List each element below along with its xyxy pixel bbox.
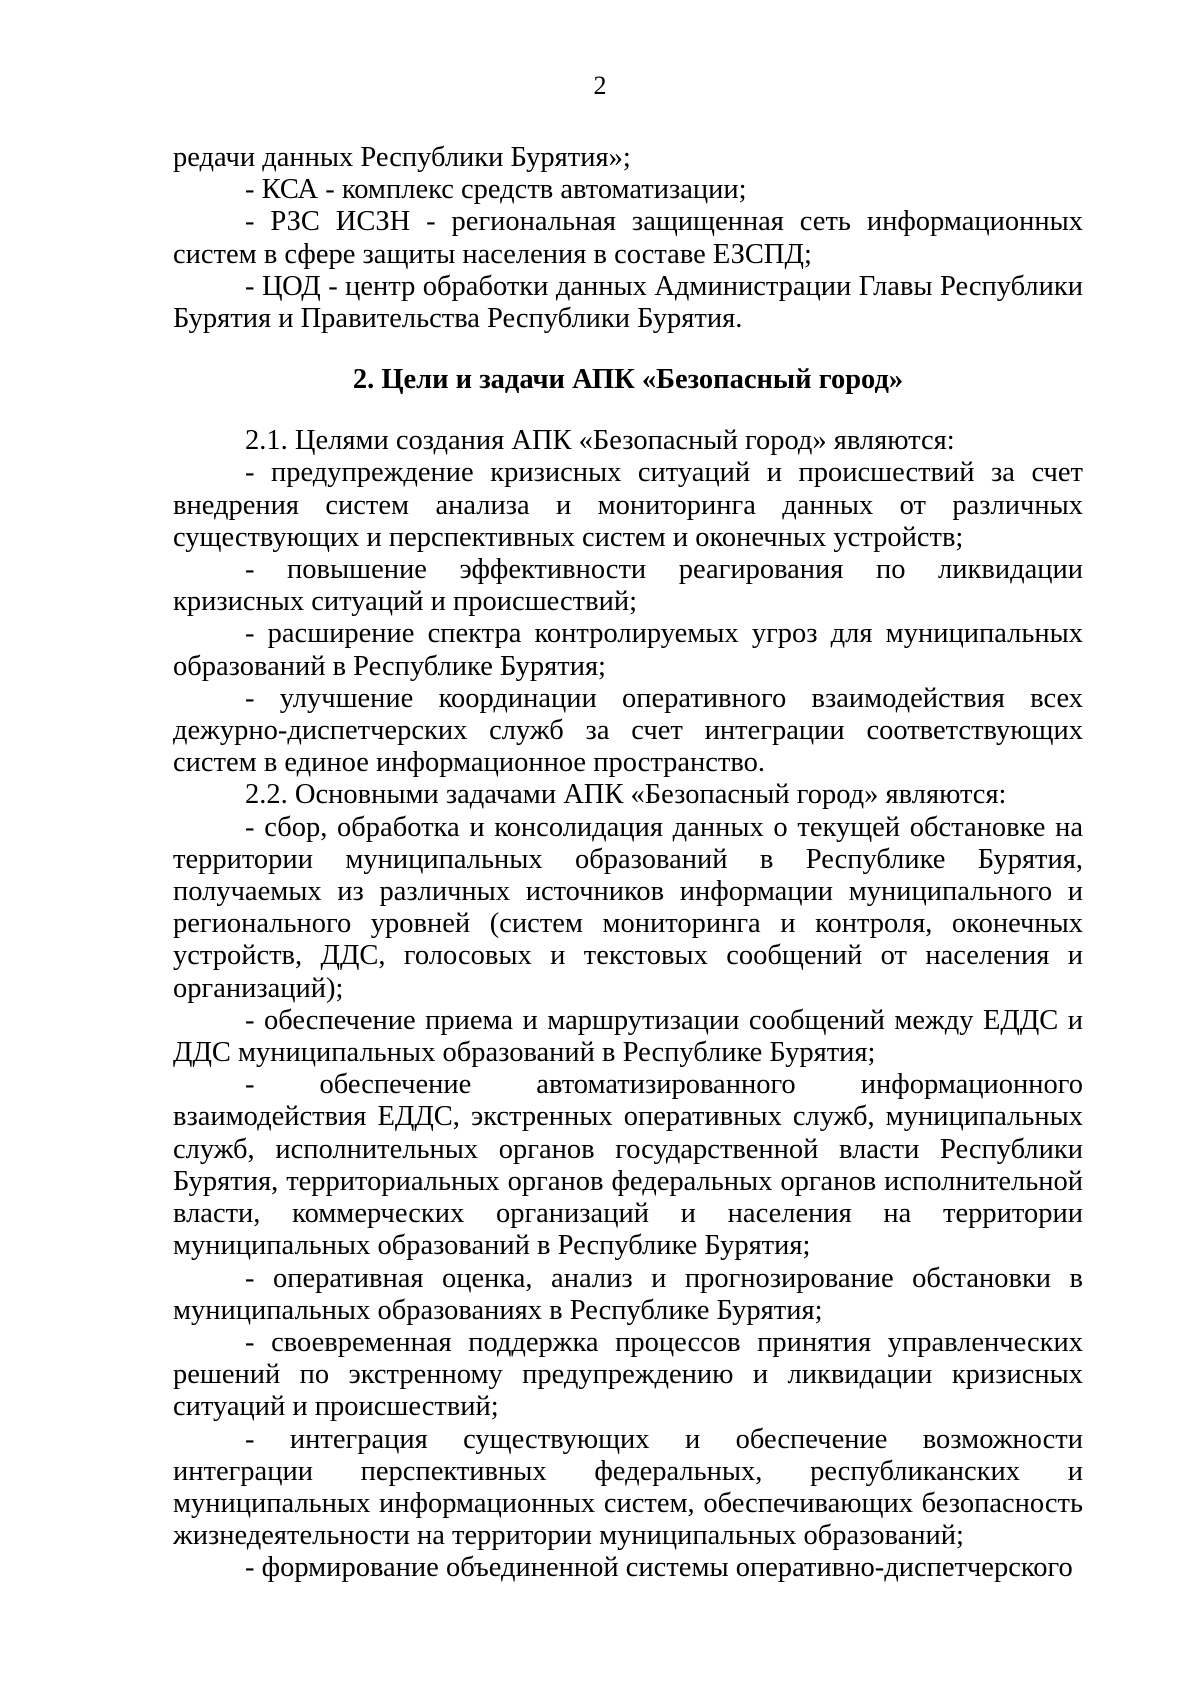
task-item: - обеспечение приема и маршрутизации сообщений между ЕДДС и ДДС муниципальных образований в Республике Бурятия; bbox=[173, 1004, 1083, 1069]
task-item: - интеграция существующих и обеспечение возможности интеграции перспективных федеральных, республиканских и муниципальных информационных систем, обеспечивающих безопасность жизнедеятельности на территории муниципальных образований; bbox=[173, 1423, 1083, 1552]
section-heading: 2. Цели и задачи АПК «Безопасный город» bbox=[352, 364, 904, 396]
definition-ksa: - КСА - комплекс средств автоматизации; bbox=[245, 174, 747, 206]
goal-item: - повышение эффективности реагирования по ликвидации кризисных ситуаций и происшествий; bbox=[173, 554, 1083, 618]
task-item: - сбор, обработка и консолидация данных о текущей обстановке на территории муниципальных образований в Республике Бурятия, получаемых из различных источников информации муниципального и регионального уровней (систем мониторинга и контроля, оконечных устройств, ДДС, голосовых и текстовых сообщений от населения и организаций); bbox=[173, 811, 1083, 1004]
task-item: - формирование объединенной системы оперативно-диспетчерского bbox=[245, 1552, 1073, 1584]
task-item: - оперативная оценка, анализ и прогнозирование обстановки в муниципальных образованиях в Республике Бурятия; bbox=[173, 1262, 1083, 1326]
page-number: 2 bbox=[593, 71, 607, 100]
goal-item: - расширение спектра контролируемых угроз для муниципальных образований в Республике Бурятия; bbox=[173, 618, 1083, 682]
paragraph-continuation: редачи данных Республики Бурятия»; bbox=[173, 142, 631, 173]
goal-item: - предупреждение кризисных ситуаций и происшествий за счет внедрения систем анализа и мониторинга данных от различных существующих и перспективных систем и оконечных устройств; bbox=[173, 457, 1083, 553]
definition-cod: - ЦОД - центр обработки данных Администрации Главы Республики Бурятия и Правительства Республики Бурятия. bbox=[173, 270, 1083, 335]
document-body bbox=[173, 142, 1083, 1585]
goal-item: - улучшение координации оперативного взаимодействия всех дежурно-диспетчерских служб за счет интеграции соответствующих систем в единое информационное пространство. bbox=[173, 682, 1083, 779]
goals-intro: 2.1. Целями создания АПК «Безопасный город» являются: bbox=[245, 425, 955, 457]
definition-rzs-iszn: - РЗС ИСЗН - региональная защищенная сеть информационных систем в сфере защиты населения в составе ЕЗСПД; bbox=[173, 206, 1083, 270]
task-item: - обеспечение автоматизированного информационного взаимодействия ЕДДС, экстренных оперативных служб, муниципальных служб, исполнительных органов государственной власти Республики Бурятия, территориальных органов федеральных органов исполнительной власти, коммерческих организаций и населения на территории муниципальных образований в Республике Бурятия; bbox=[173, 1069, 1083, 1262]
task-item: - своевременная поддержка процессов принятия управленческих решений по экстренному предупреждению и ликвидации кризисных ситуаций и происшествий; bbox=[173, 1326, 1083, 1423]
tasks-intro: 2.2. Основными задачами АПК «Безопасный город» являются: bbox=[245, 779, 1007, 811]
